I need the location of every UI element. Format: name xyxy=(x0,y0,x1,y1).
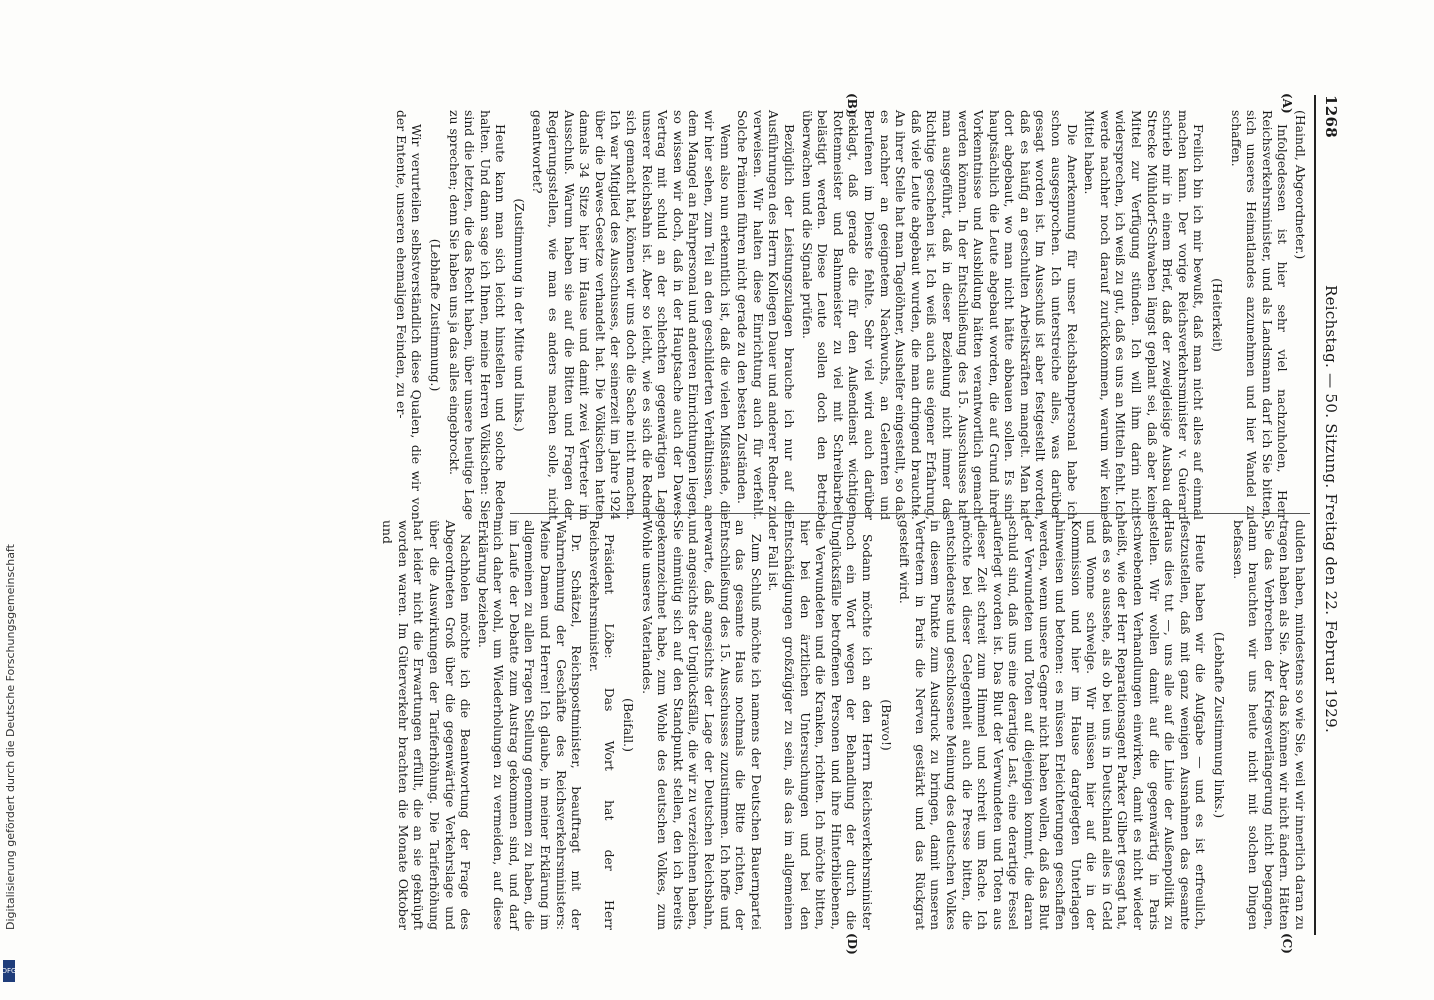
interjection: (Beifall.) xyxy=(621,698,637,752)
paragraph: Wir verurteilen selbstverständlich diese Qualen, die wir von der Entente, unseren ehemaligen Feinden, zu er- xyxy=(393,110,425,520)
paragraph: Zum Schluß möchte ich namens der Deutschen Bauernpartei an das gesamte Haus nochmals die Bitte richten, der Entschließung des 15. Ausschusses zuzustimmen. Ich hoffe und erwarte, daß angesichts der Lage der Deutschen Reichsbahn, und angesichts der Unglücksfälle, die wir zu verzeichnen haben, Sie einmütig sich auf den Standpunkt stellen, den ich bereits gekennzeichnet habe, zum Wohle des deutschen Volkes, zum Wohle unseres Vaterlandes. xyxy=(639,520,764,930)
dfg-logo xyxy=(3,960,15,982)
margin-marker-d: (D) xyxy=(845,933,859,955)
speaker-line: Präsident Löbe: Das Wort hat der Herr Reichsverkehrsminister. xyxy=(586,520,618,930)
paragraph: Heute kann man sich leicht hinstellen und solche Reden halten. Und dann sage ich Ihnen, meine Herren Völkischen: Sie sind die letzten, die das Recht haben, über unsere heutige Lage zu sprechen; denn Sie haben uns ja das alles eingebrockt. xyxy=(446,110,509,520)
paragraph: dulden haben, mindestens so wie Sie, weil wir innerlich daran zu tragen haben als Sie. Aber das können wir nicht ändern. Hätten Sie das Verbrechen der Kriegsverlängerung nicht begangen, dann brauchten wir uns heute nicht mit solchen Dingen befassen. xyxy=(1230,520,1308,930)
page-header xyxy=(1314,95,1342,935)
margin-marker-c: (C) xyxy=(1280,933,1294,954)
paragraph: Nachholen möchte ich die Beantwortung der Frage des Abgeordneten Groß über die gegenwärtige Verkehrslage und über die Auswirkungen der Tariferhöhung. Die Tariferhöhung hat leider nicht die Erwartungen erfüllt, die an sie geknüpft worden waren. Im Güterverkehr brachten die Monate Oktober und xyxy=(380,520,474,930)
paragraph: Wenn also nun erkenntlich ist, daß die vielen Mißstände, die wir hier sehen, zum Teil an den geschilderten Verhältnissen, an dem Mangel an Fahrpersonal und anderen Einrichtungen liegen, so wissen wir doch, daß in der Hauptsache auch der Dawes-Vertrag mit schuld an der schlechten gegenwärtigen Lage unserer Reichsbahn ist. Aber so leicht, wie es sich die Redner sich gemacht hat, können wir uns doch die Sache nicht machen. Ich war Mitglied des Ausschusses, der seinerzeit im Jahre 1924 über die Dawes-Gesetze verhandelt hat. Die Völkischen hatten damals 34 Sitze hier im Hause und damit zwei Vertreter im Ausschuß. Warum haben sie auf die Bitten und Fragen der Regierungsstellen, wie man es anders machen solle, nicht geantwortet? xyxy=(530,110,733,520)
digitization-credit: Digitalisierung gefördert durch die Deutsche Forschungsgemeinschaft xyxy=(4,544,17,930)
interjection: (Lebhafte Zustimmung links.) xyxy=(1212,631,1228,819)
interjection: (Lebhafte Zustimmung.) xyxy=(427,238,443,392)
paragraph: Infolgedessen ist hier sehr viel nachzuholen, Herr Reichsverkehrsminister, und als Landsmann darf ich Sie bitten, sich unseres Heimatlandes anzunehmen und hier Wandel zu schaffen. xyxy=(1228,110,1291,520)
dfg-logo-text: DFG xyxy=(1,967,17,975)
paragraph: Bezüglich der Leistungszulagen brauche ich nur auf die Ausführungen des Herrn Kollegen Dauer und anderer Redner zu verweisen. Wir halten diese Einrichtung auch für verfehlt. Solche Prämien führen nicht gerade zu den besten Zuständen. xyxy=(735,110,797,520)
column-divider xyxy=(510,513,1310,514)
paragraph: Sodann möchte ich an den Herrn Reichsverkehrsminister noch ein Wort wegen der Behandlung der durch die Unglücksfälle betroffenen Personen und ihre Hinterbliebenen, die Verwundeten und die Kranken, richten. Ich möchte bitten, hier bei den ärztlichen Untersuchungen und bei den Entschädigungen großzügiger zu sein, als das im allgemeinen der Fall ist. xyxy=(766,520,875,930)
page-title: Reichstag. — 50. Sitzung. Freitag den 22. Februar 1929. xyxy=(1322,285,1340,734)
right-column xyxy=(380,520,1308,930)
page-number: 1268 xyxy=(1322,95,1340,138)
speaker-line: (Haindl, Abgeordneter.) xyxy=(1293,110,1308,260)
margin-marker-b: (B) xyxy=(845,93,859,115)
left-column xyxy=(393,110,1308,520)
paragraph: Heute haben wir die Aufgabe — und es ist erfreulich, festzustellen, daß mit ganz wenigen Ausnahmen das gesamte Haus dies tut —, uns alle auf die Linie der Außenpolitik zu stellen. Wir wollen damit auf die gegenwärtig in Paris schwebenden Verhandlungen einwirken, damit es nicht wieder heißt, wie der Herr Reparationsagent Parker Gilbert gesagt hat, daß es so aussehe, als ob bei uns in Deutschland alles in Geld und Wonne schwelge. Wir müssen hier auf die in der Kommission und hier im Hause dargelegten Unterlagen hinweisen und betonen: es müssen Erleichterungen geschaffen werden, wenn unsere Gegner nicht haben wollen, daß das Blut der Verwundeten und Toten auf diejenigen kommt, die daran schuld sind, daß uns eine derartige Last, eine derartige Fessel auferlegt worden ist. Das Blut der Verwundeten und Toten aus dieser Zeit schreit zum Himmel und schreit um Rache. Ich möchte bei dieser Gelegenheit auch die Presse bitten, die entschiedenste und geschlossene Meinung des deutschen Volkes in diesem Punkte zum Ausdruck zu bringen, damit unseren Vertretern in Paris die Nerven gestärkt und das Rückgrat gesteift wird. xyxy=(897,520,1209,930)
interjection: (Zustimmung in der Mitte und links.) xyxy=(511,198,527,432)
margin-marker-a: (A) xyxy=(1280,93,1294,114)
paragraph: Dr. Schätzel, Reichspostminister, beauftragt mit der Wahrnehmung der Geschäfte des Reichsverkehrsministers: Meine Damen und Herren! Ich glaube, in meiner Erklärung im allgemeinen zu allen Fragen Stellung genommen zu haben, die im Laufe der Debatte zum Austrag gekommen sind, und darf mich daher wohl, um Wiederholungen zu vermeiden, auf diese Erklärung beziehen. xyxy=(475,520,585,930)
paragraph: Die Anerkennung für unser Reichsbahnpersonal habe ich schon ausgesprochen. Ich unterstreiche alles, was darüber gesagt worden ist. Im Ausschuß ist aber festgestellt worden, daß es häufig an geschulten Arbeitskräften mangelt. Man hat dort abgebaut, wo man nicht hätte abbauen sollen. Es sind hauptsächlich die Leute abgebaut worden, die auf Grund ihrer Vorkenntnisse und Ausbildung hätten verantwortlich gemacht werden können. In der Entschließung des 15. Ausschusses hat man ausgeführt, daß in dieser Beziehung nicht immer das Richtige geschehen ist. Ich weiß auch aus eigener Erfahrung, daß viele Leute abgebaut wurden, die man dringend brauchte. An ihrer Stelle hat man Tagelöhner, Aushelfer eingestellt, so daß es nachher an geeignetem Nachwuchs, an Gelernten und Berufenen im Dienste fehlte. Sehr viel wird auch darüber geklagt, daß gerade die für den Außendienst wichtigen Rottenmeister und Bahnmeister zu viel mit Schreibarbeit belästigt werden. Diese Leute sollen doch den Betrieb überwachen und die Signale prüfen. xyxy=(799,110,1080,520)
interjection: (Bravo!) xyxy=(878,699,894,751)
paragraph: Freilich bin ich mir bewußt, daß man nicht alles auf einmal machen kann. Der vorige Reichsverkehrsminister v. Guérard schrieb mir in einem Brief, daß der zweigleisige Ausbau der Strecke Mühldorf-Schwaben längst geplant sei, daß aber keine Mittel zur Verfügung stünden. Ich will ihm darin nicht widersprechen, ich weiß zu gut, daß es uns an Mitteln fehlt. Ich werde nachher noch darauf zurückkommen, warum wir keine Mittel haben. xyxy=(1082,110,1207,520)
interjection: (Heiterkeit) xyxy=(1210,278,1226,352)
